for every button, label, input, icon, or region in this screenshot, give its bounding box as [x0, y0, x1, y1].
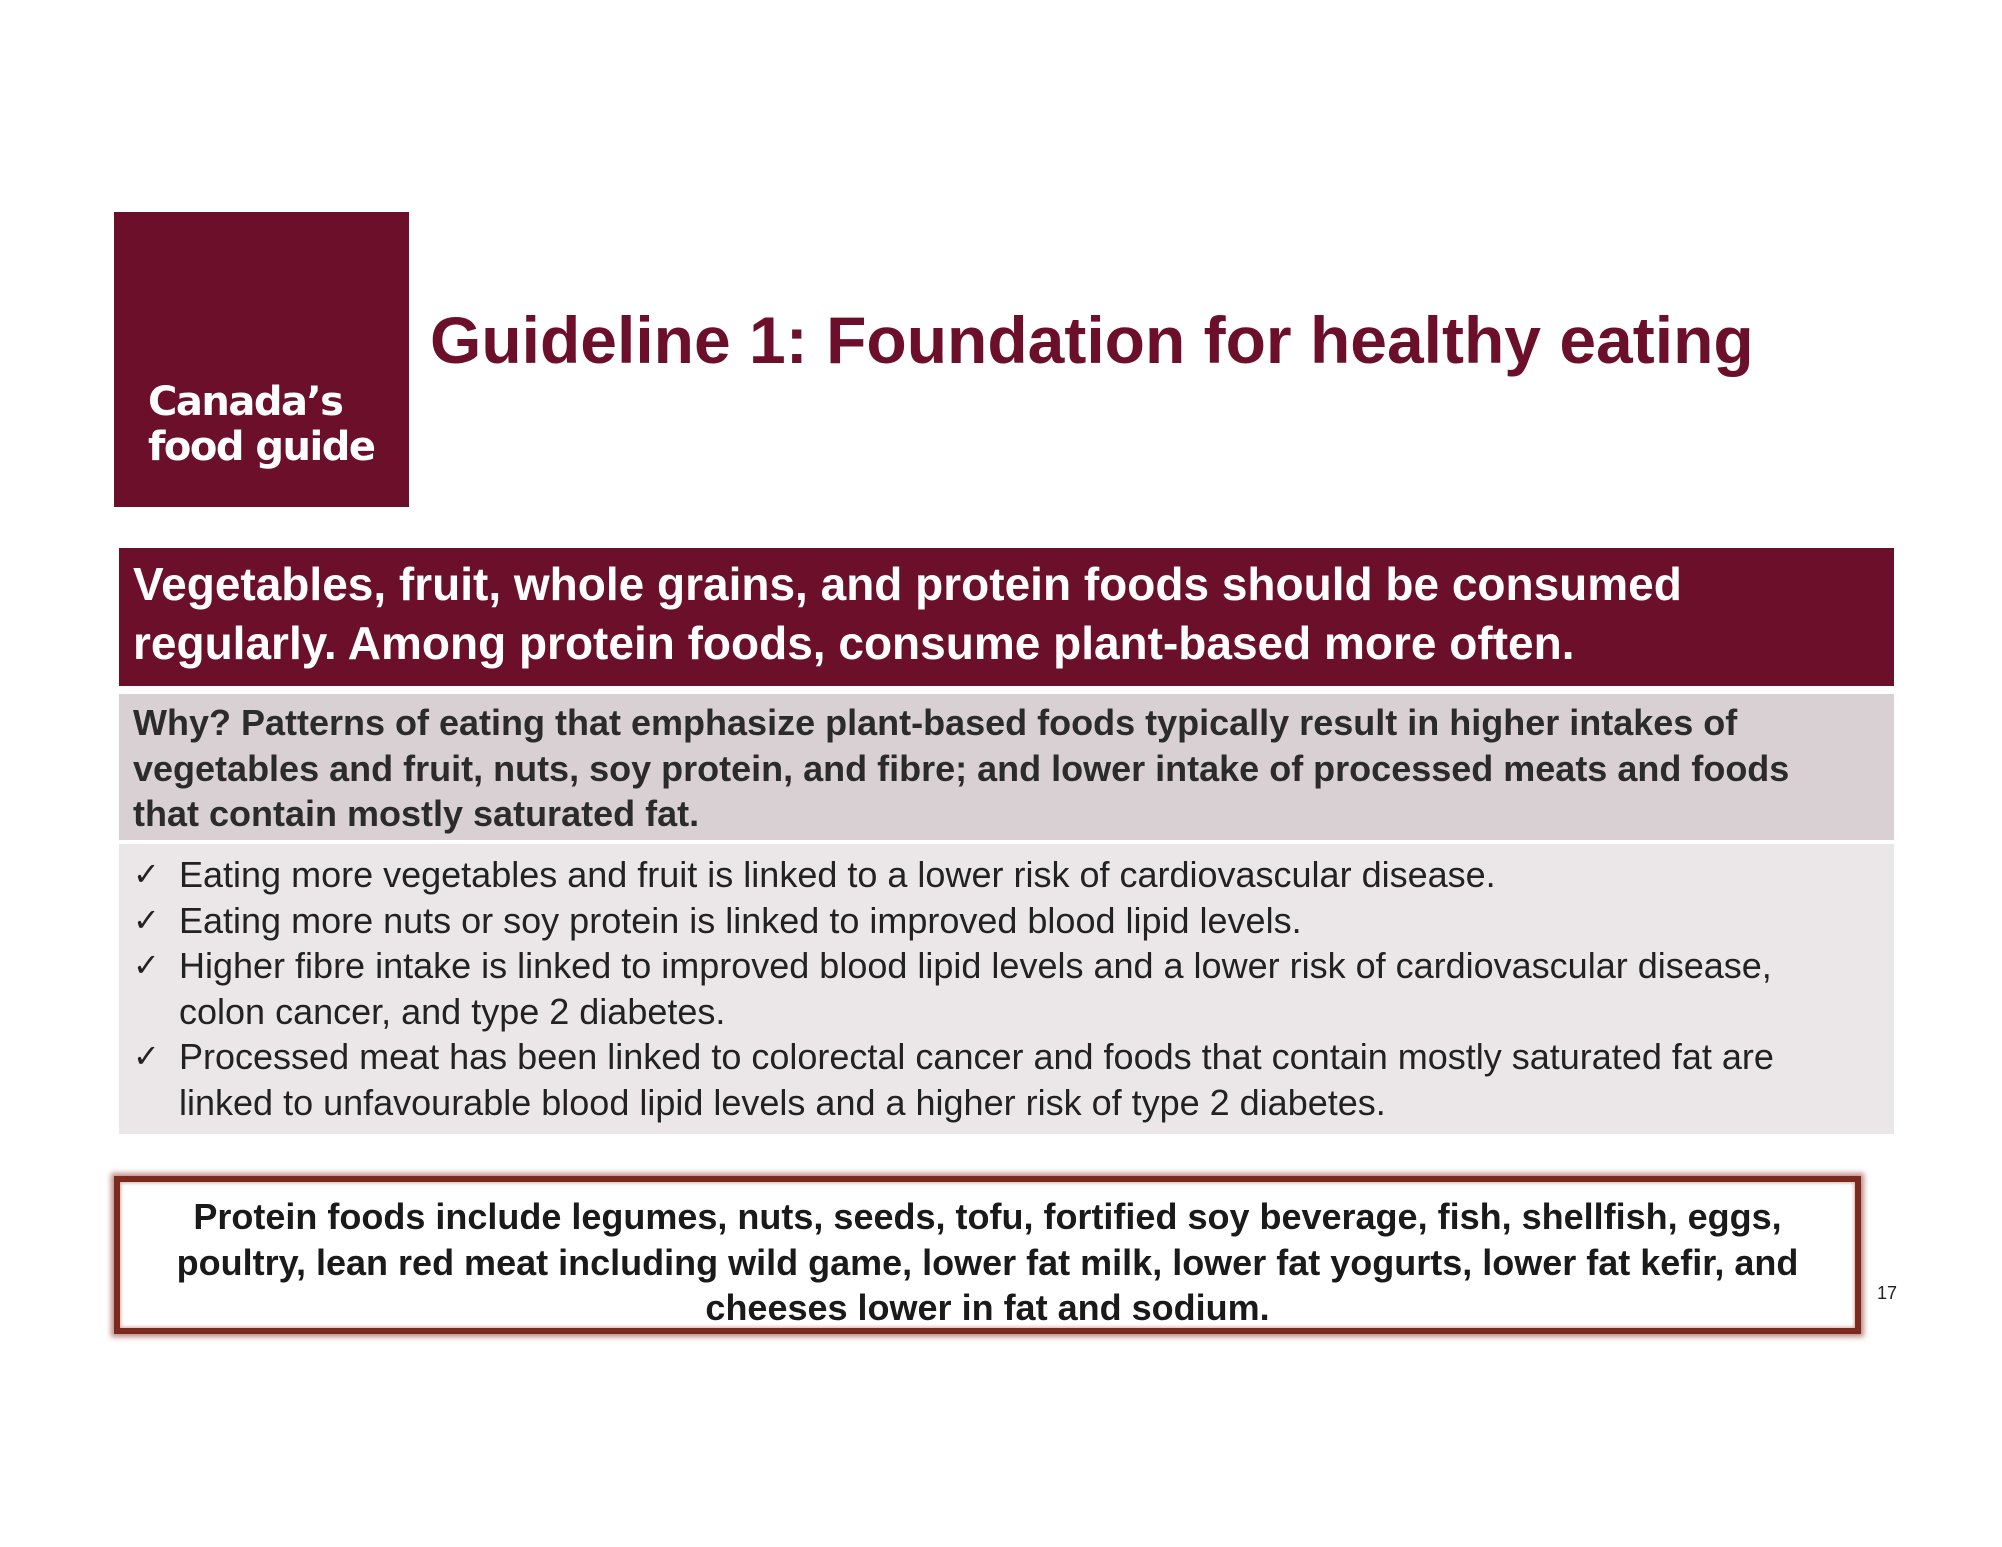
- checkmark-icon: ✓: [133, 855, 160, 893]
- protein-note-line-2: poultry, lean red meat including wild game, lower fat milk, lower fat yogurts, lower fat kefir, and: [176, 1241, 1799, 1283]
- why-line-3: that contain mostly saturated fat.: [133, 793, 700, 834]
- bullet-text-continued: linked to unfavourable blood lipid levels and a higher risk of type 2 diabetes.: [179, 1081, 1386, 1123]
- canadas-food-guide-logo: [114, 212, 409, 507]
- why-line-1: Why? Patterns of eating that emphasize plant-based foods typically result in higher intakes of: [133, 702, 1738, 743]
- protein-foods-note: [114, 1176, 1861, 1334]
- bullet-text: Eating more vegetables and fruit is linked to a lower risk of cardiovascular disease.: [179, 854, 1496, 895]
- logo-line-2: food guide: [148, 424, 375, 470]
- page-title: Guideline 1: Foundation for healthy eating: [430, 303, 1754, 377]
- protein-note-line-3: cheeses lower in fat and sodium.: [705, 1287, 1270, 1328]
- logo-text: [148, 380, 375, 470]
- evidence-bullet-list: [119, 844, 1894, 1134]
- bullet-text: Eating more nuts or soy protein is linked to improved blood lipid levels.: [179, 899, 1302, 941]
- guideline-headline: [119, 548, 1894, 686]
- checkmark-icon: ✓: [133, 900, 160, 939]
- list-item: [133, 943, 1880, 1034]
- why-explanation: [119, 694, 1894, 840]
- list-item: [133, 1034, 1880, 1125]
- checkmark-icon: ✓: [133, 946, 160, 984]
- bullet-text: Processed meat has been linked to colorectal cancer and foods that contain mostly saturated fat are: [179, 1036, 1774, 1077]
- headline-line-2: regularly. Among protein foods, consume plant-based more often.: [133, 617, 1575, 669]
- headline-line-1: Vegetables, fruit, whole grains, and protein foods should be consumed: [133, 558, 1682, 610]
- bullet-text-continued: colon cancer, and type 2 diabetes.: [179, 990, 726, 1032]
- list-item: [133, 852, 1880, 898]
- list-item: [133, 898, 1880, 944]
- logo-line-1: Canada’s: [148, 379, 343, 425]
- checkmark-icon: ✓: [133, 1037, 160, 1075]
- bullet-text: Higher fibre intake is linked to improved blood lipid levels and a lower risk of cardiovascular disease,: [179, 945, 1772, 986]
- why-line-2: vegetables and fruit, nuts, soy protein, and fibre; and lower intake of processed meats and foods: [133, 747, 1790, 789]
- protein-note-line-1: Protein foods include legumes, nuts, seeds, tofu, fortified soy beverage, fish, shellfish, eggs,: [193, 1196, 1782, 1237]
- page-number: 17: [1877, 1283, 1898, 1303]
